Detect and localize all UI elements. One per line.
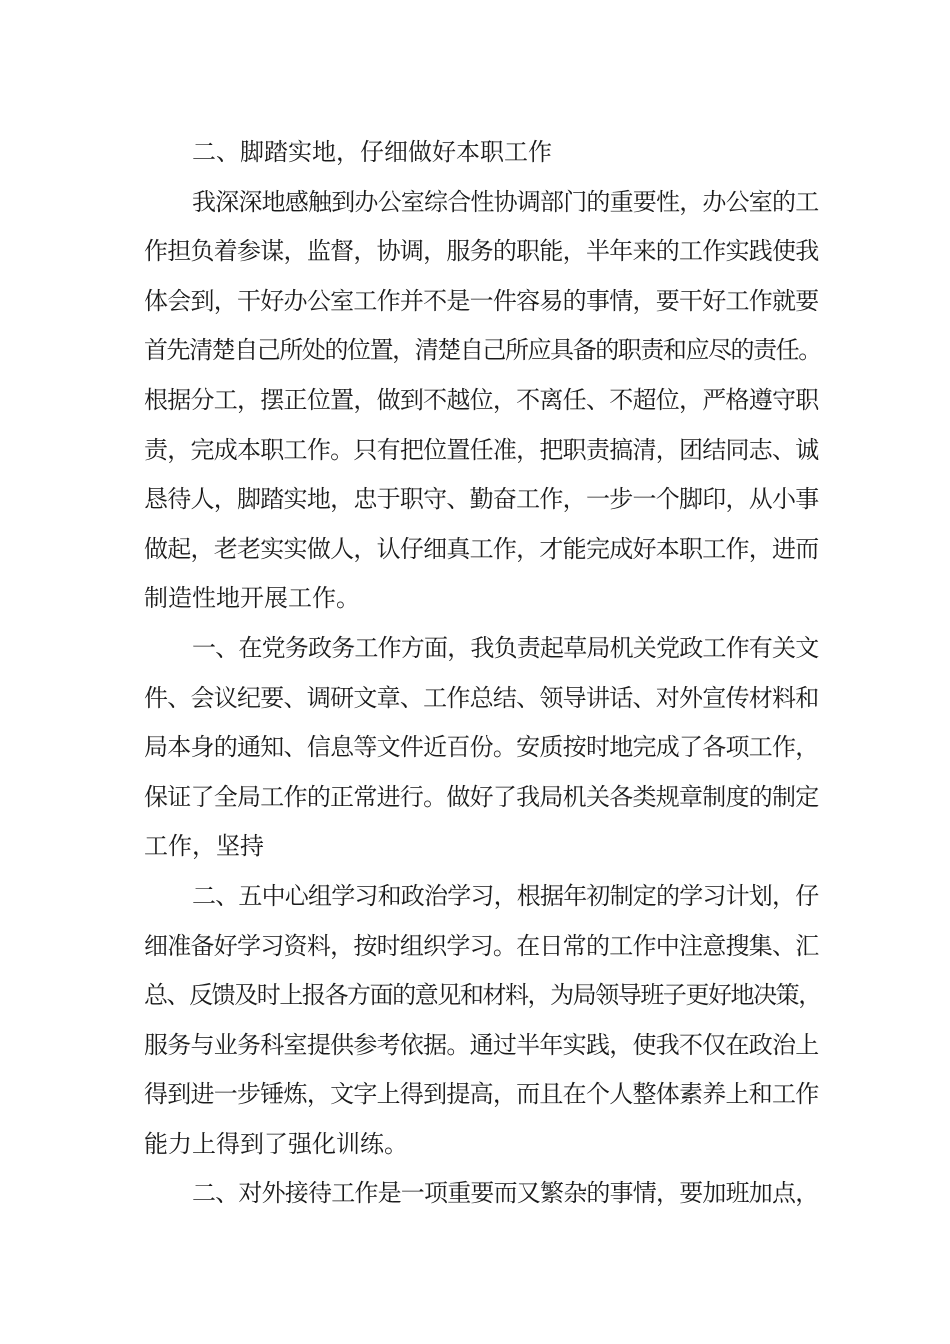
text-line: 服务与业务科室提供参考依据。通过半年实践，使我不仅在政治上	[144, 1030, 819, 1059]
text-line: 件、会议纪要、调研文章、工作总结、领导讲话、对外宣传材料和	[144, 683, 819, 712]
text-line: 二、脚踏实地，仔细做好本职工作	[192, 138, 552, 166]
text-line: 做起，老老实实做人，认仔细真工作，才能完成好本职工作，进而	[144, 534, 819, 563]
text-line: 作担负着参谋，监督，协调，服务的职能，半年来的工作实践使我	[144, 237, 819, 266]
text-line: 得到进一步锤炼，文字上得到提高，而且在个人整体素养上和工作	[144, 1080, 819, 1109]
document-body	[144, 128, 821, 1219]
text-line: 二、五中心组学习和政治学习，根据年初制定的学习计划，仔	[192, 881, 819, 910]
section-heading	[144, 128, 814, 178]
paragraph	[144, 624, 819, 872]
text-line: 总、反馈及时上报各方面的意见和材料，为局领导班子更好地决策，	[144, 981, 821, 1010]
text-line: 局本身的通知、信息等文件近百份。安质按时地完成了各项工作，	[144, 733, 819, 762]
paragraph	[144, 872, 821, 1170]
text-line: 能力上得到了强化训练。	[144, 1129, 408, 1158]
text-line: 二、对外接待工作是一项重要而又繁杂的事情，要加班加点，	[192, 1179, 819, 1208]
text-line: 根据分工，摆正位置，做到不越位，不离任、不超位，严格遵守职	[144, 385, 819, 414]
text-line: 一、在党务政务工作方面，我负责起草局机关党政工作有关文	[192, 633, 819, 662]
text-line: 责，完成本职工作。只有把位置任准，把职责搞清，团结同志、诚	[144, 435, 819, 464]
text-line: 恳待人，脚踏实地，忠于职守、勤奋工作，一步一个脚印，从小事	[144, 485, 819, 514]
text-line: 工作，坚持	[144, 832, 264, 861]
text-line: 细准备好学习资料，按时组织学习。在日常的工作中注意搜集、汇	[144, 931, 819, 960]
paragraph	[144, 178, 821, 624]
text-line: 我深深地感触到办公室综合性协调部门的重要性，办公室的工	[192, 187, 819, 216]
text-line: 体会到，干好办公室工作并不是一件容易的事情，要干好工作就要	[144, 286, 819, 315]
text-line: 首先清楚自己所处的位置，清楚自己所应具备的职责和应尽的责任。	[144, 336, 821, 365]
text-line: 保证了全局工作的正常进行。做好了我局机关各类规章制度的制定	[144, 782, 819, 811]
paragraph	[144, 1169, 819, 1219]
text-line: 制造性地开展工作。	[144, 584, 360, 613]
